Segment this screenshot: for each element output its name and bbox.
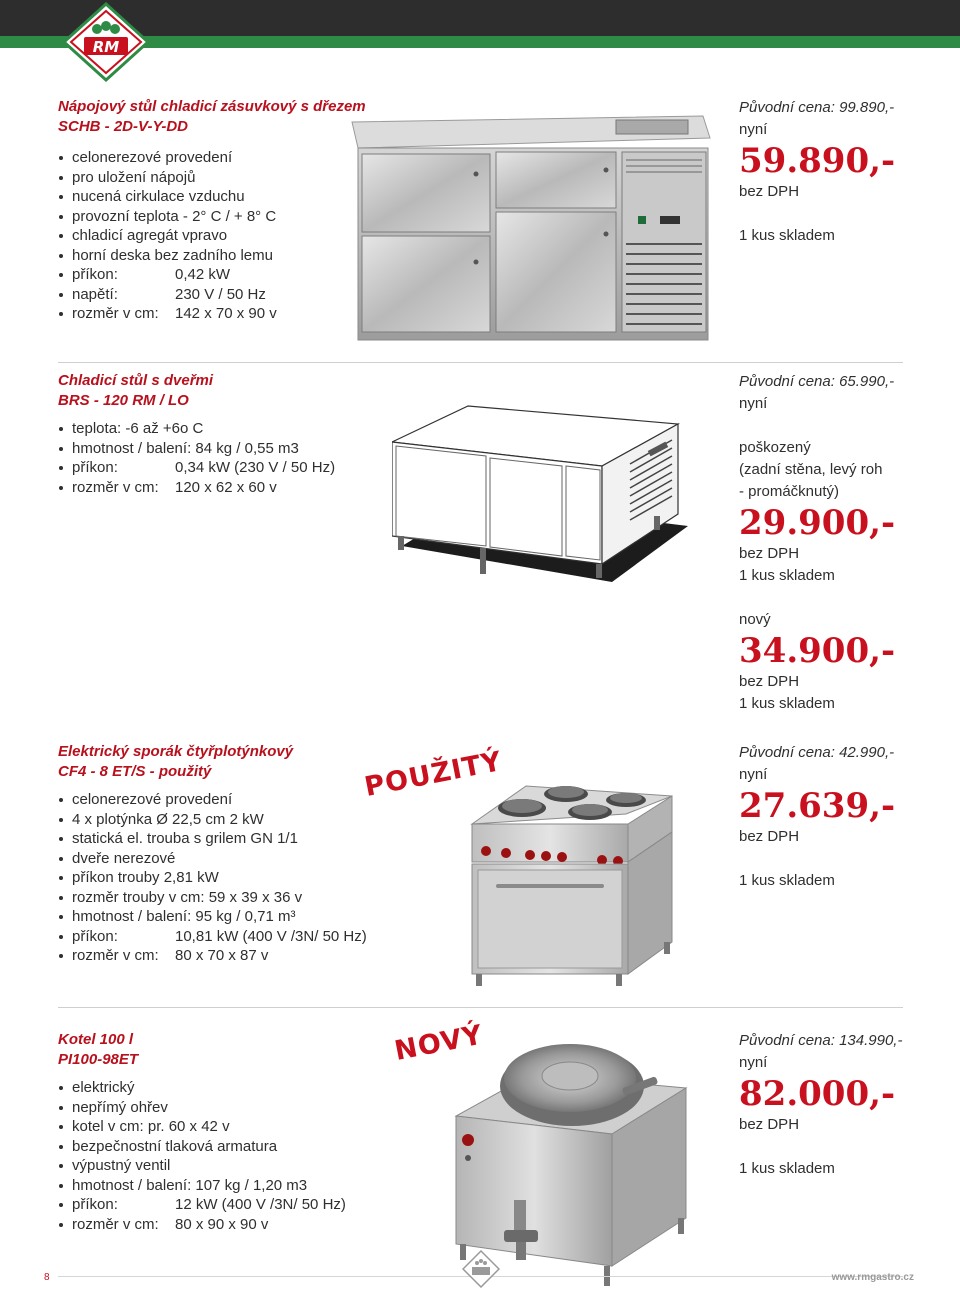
now-label: nyní (739, 766, 768, 783)
product-3-price (739, 742, 895, 892)
feature-item: příkon: 0,42 kW (58, 265, 277, 285)
feature-item: rozměr v cm: 80 x 70 x 87 v (58, 946, 367, 966)
vat-note: bez DPH (739, 183, 800, 200)
sale-price: 27.639,- (739, 786, 896, 826)
vat-note: bez DPH (739, 1116, 800, 1133)
section-divider (58, 362, 903, 363)
feature-item: příkon trouby 2,81 kW (58, 868, 367, 888)
feature-item: hmotnost / balení: 84 kg / 0,55 m3 (58, 439, 335, 459)
feature-item: pro uložení nápojů (58, 168, 277, 188)
now-label: nyní (739, 1054, 768, 1071)
feature-item: hmotnost / balení: 95 kg / 0,71 m³ (58, 907, 367, 927)
product-4-title: Kotel 100 l (58, 1031, 134, 1048)
vat-note: bez DPH (739, 545, 800, 562)
product-4-price (739, 1030, 902, 1180)
original-price: Původní cena: 99.890,- (739, 99, 895, 116)
product-3-image[interactable] (466, 756, 676, 988)
product-1-features (58, 148, 277, 324)
now-label: nyní (739, 395, 768, 412)
logo-text: RM (92, 38, 120, 56)
product-4-code: PI100-98ET (58, 1051, 139, 1068)
product-1-code: SCHB - 2D-V-Y-DD (58, 118, 188, 135)
feature-item: nucená cirkulace vzduchu (58, 187, 277, 207)
product-1-price (739, 97, 895, 247)
new-label: nový (739, 611, 771, 628)
product-3-title: Elektrický sporák čtyřplotýnkový (58, 743, 294, 760)
section-divider (58, 1007, 903, 1008)
product-3-title-block (58, 742, 293, 782)
product-2-title: Chladicí stůl s dveřmi (58, 372, 214, 389)
feature-item: elektrický (58, 1078, 346, 1098)
feature-item: rozměr trouby v cm: 59 x 39 x 36 v (58, 888, 367, 908)
stock-note: 1 kus skladem (739, 872, 835, 889)
used-stamp: POUŽITÝ (362, 745, 505, 803)
stock-note: 1 kus skladem (739, 695, 835, 712)
condition-note: (zadní stěna, levý roh (739, 461, 883, 478)
feature-item: hmotnost / balení: 107 kg / 1,20 m3 (58, 1176, 346, 1196)
feature-item: dveře nerezové (58, 849, 367, 869)
sale-price: 59.890,- (739, 141, 896, 181)
stock-note: 1 kus skladem (739, 1160, 835, 1177)
product-1-title-block (58, 97, 366, 137)
product-1-title: Nápojový stůl chladicí zásuvkový s dřezem (58, 98, 366, 115)
feature-item: provozní teplota - 2° C / + 8° C (58, 207, 277, 227)
product-4-features (58, 1078, 346, 1234)
feature-item: příkon: 10,81 kW (400 V /3N/ 50 Hz) (58, 927, 367, 947)
page-number: 8 (44, 1272, 50, 1283)
original-price: Původní cena: 42.990,- (739, 744, 895, 761)
feature-item: celonerezové provedení (58, 148, 277, 168)
sale-price: 29.900,- (739, 503, 896, 543)
feature-item: chladicí agregát vpravo (58, 226, 277, 246)
feature-item: příkon: 0,34 kW (230 V / 50 Hz) (58, 458, 335, 478)
product-3-code: CF4 - 8 ET/S - použitý (58, 763, 212, 780)
feature-item: rozměr v cm: 80 x 90 x 90 v (58, 1215, 346, 1235)
new-stamp: NOVÝ (392, 1019, 486, 1067)
footer-logo[interactable] (462, 1250, 500, 1288)
feature-item: celonerezové provedení (58, 790, 367, 810)
product-3-features (58, 790, 367, 966)
vat-note: bez DPH (739, 673, 800, 690)
new-price: 34.900,- (739, 631, 896, 671)
now-label: nyní (739, 121, 768, 138)
product-2-code: BRS - 120 RM / LO (58, 392, 189, 409)
product-2-image[interactable] (392, 396, 692, 586)
sale-price: 82.000,- (739, 1074, 896, 1114)
feature-item: 4 x plotýnka Ø 22,5 cm 2 kW (58, 810, 367, 830)
feature-item: příkon: 12 kW (400 V /3N/ 50 Hz) (58, 1195, 346, 1215)
condition-label: poškozený (739, 439, 811, 456)
feature-item: nepřímý ohřev (58, 1098, 346, 1118)
stock-note: 1 kus skladem (739, 227, 835, 244)
feature-item: bezpečnostní tlaková armatura (58, 1137, 346, 1157)
feature-item: kotel v cm: pr. 60 x 42 v (58, 1117, 346, 1137)
condition-note: - promáčknutý) (739, 483, 840, 500)
product-4-title-block (58, 1030, 138, 1070)
stock-note: 1 kus skladem (739, 567, 835, 584)
rm-logo[interactable] (60, 2, 152, 82)
feature-item: teplota: -6 až +6o C (58, 419, 335, 439)
feature-item: výpustný ventil (58, 1156, 346, 1176)
feature-item: rozměr v cm: 120 x 62 x 60 v (58, 478, 335, 498)
feature-item: horní deska bez zadního lemu (58, 246, 277, 266)
product-2-features (58, 419, 335, 497)
vat-note: bez DPH (739, 828, 800, 845)
feature-item: statická el. trouba s grilem GN 1/1 (58, 829, 367, 849)
website-link[interactable]: www.rmgastro.cz (831, 1272, 914, 1283)
feature-item: napětí: 230 V / 50 Hz (58, 285, 277, 305)
feature-item: rozměr v cm: 142 x 70 x 90 v (58, 304, 277, 324)
original-price: Původní cena: 65.990,- (739, 373, 895, 390)
product-2-title-block (58, 371, 213, 411)
product-1-image[interactable] (348, 112, 713, 344)
original-price: Původní cena: 134.990,- (739, 1032, 903, 1049)
product-2-price (739, 371, 895, 715)
